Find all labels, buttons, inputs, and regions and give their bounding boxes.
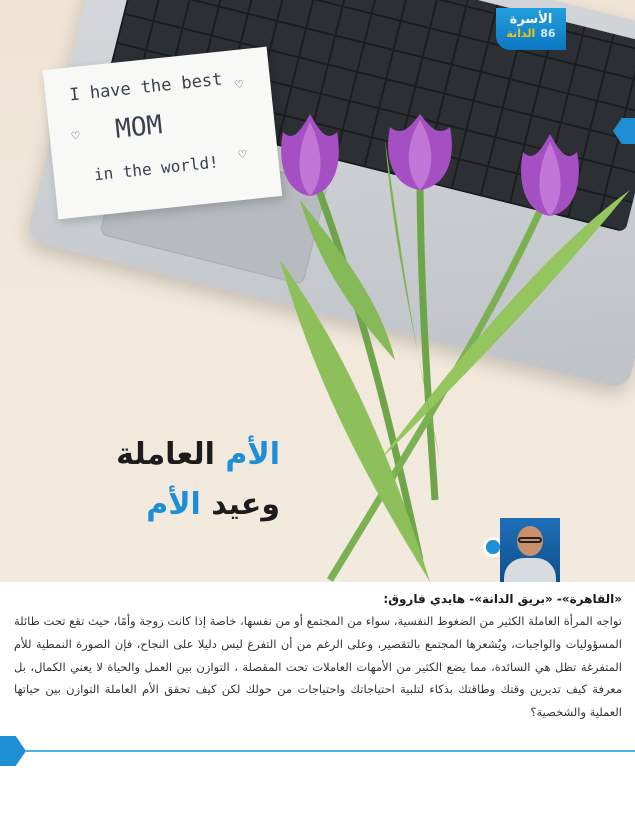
page-number: 86 <box>540 27 556 40</box>
note-line-1: I have the best <box>68 69 224 106</box>
title-line-2 <box>100 480 280 530</box>
heart-icon: ♡ <box>238 147 248 164</box>
page-edge-marker <box>0 736 26 766</box>
tulip-flower <box>515 132 585 217</box>
glasses-icon <box>518 537 542 543</box>
article-title <box>100 430 280 530</box>
note-line-2: MOM <box>113 110 164 145</box>
footer-rule <box>26 750 635 752</box>
author-photo <box>500 518 560 582</box>
title-text: وعيد <box>211 487 280 522</box>
author-shoulders <box>504 558 556 582</box>
note-line-3: in the world! <box>93 152 220 185</box>
title-highlight: الأم <box>146 487 201 522</box>
article-body <box>14 588 622 724</box>
author-marker-dot <box>486 540 500 554</box>
article-paragraph: تواجه المرأة العاملة الكثير من الضغوط النفسية، سواء من المجتمع أو من نفسها، خاصة إذا كانت زوجة وأمًا، حيث تقع تحت طائلة المسؤوليات والواجبات، ويُشعرها المجتمع بالتقصير، وعلى الرغم من أن التفرغ ليس دليلا على النجاح، فإن الصورة النمطية للأم المتفرغة تظل هي السائدة، مما يضع الكثير من الأمهات العاملات تحت المقصلة ، التوازن بين العمل والحياة لا يعني الكمال، بل معرفة كيف تديرين وقتك وطاقتك بذكاء لتلبية احتياجاتك واحتياجات من حولك لكن كيف تحقق الأم العاملة التوازن بين حياتها العملية والشخصية؟ <box>14 614 622 720</box>
heart-icon: ♡ <box>234 77 245 94</box>
tulip-flower <box>275 112 345 197</box>
byline: «القاهرة»- «بريق الدانة»- هايدي فاروق: <box>383 592 622 606</box>
section-badge <box>496 8 566 50</box>
tulip-flower <box>380 112 460 192</box>
section-label: الأسرة <box>509 12 553 27</box>
heart-icon: ♡ <box>71 128 81 145</box>
magazine-name: الدانة <box>506 27 536 40</box>
title-highlight: الأم <box>225 437 280 472</box>
title-text: العاملة <box>116 437 215 472</box>
title-line-1 <box>100 430 280 480</box>
